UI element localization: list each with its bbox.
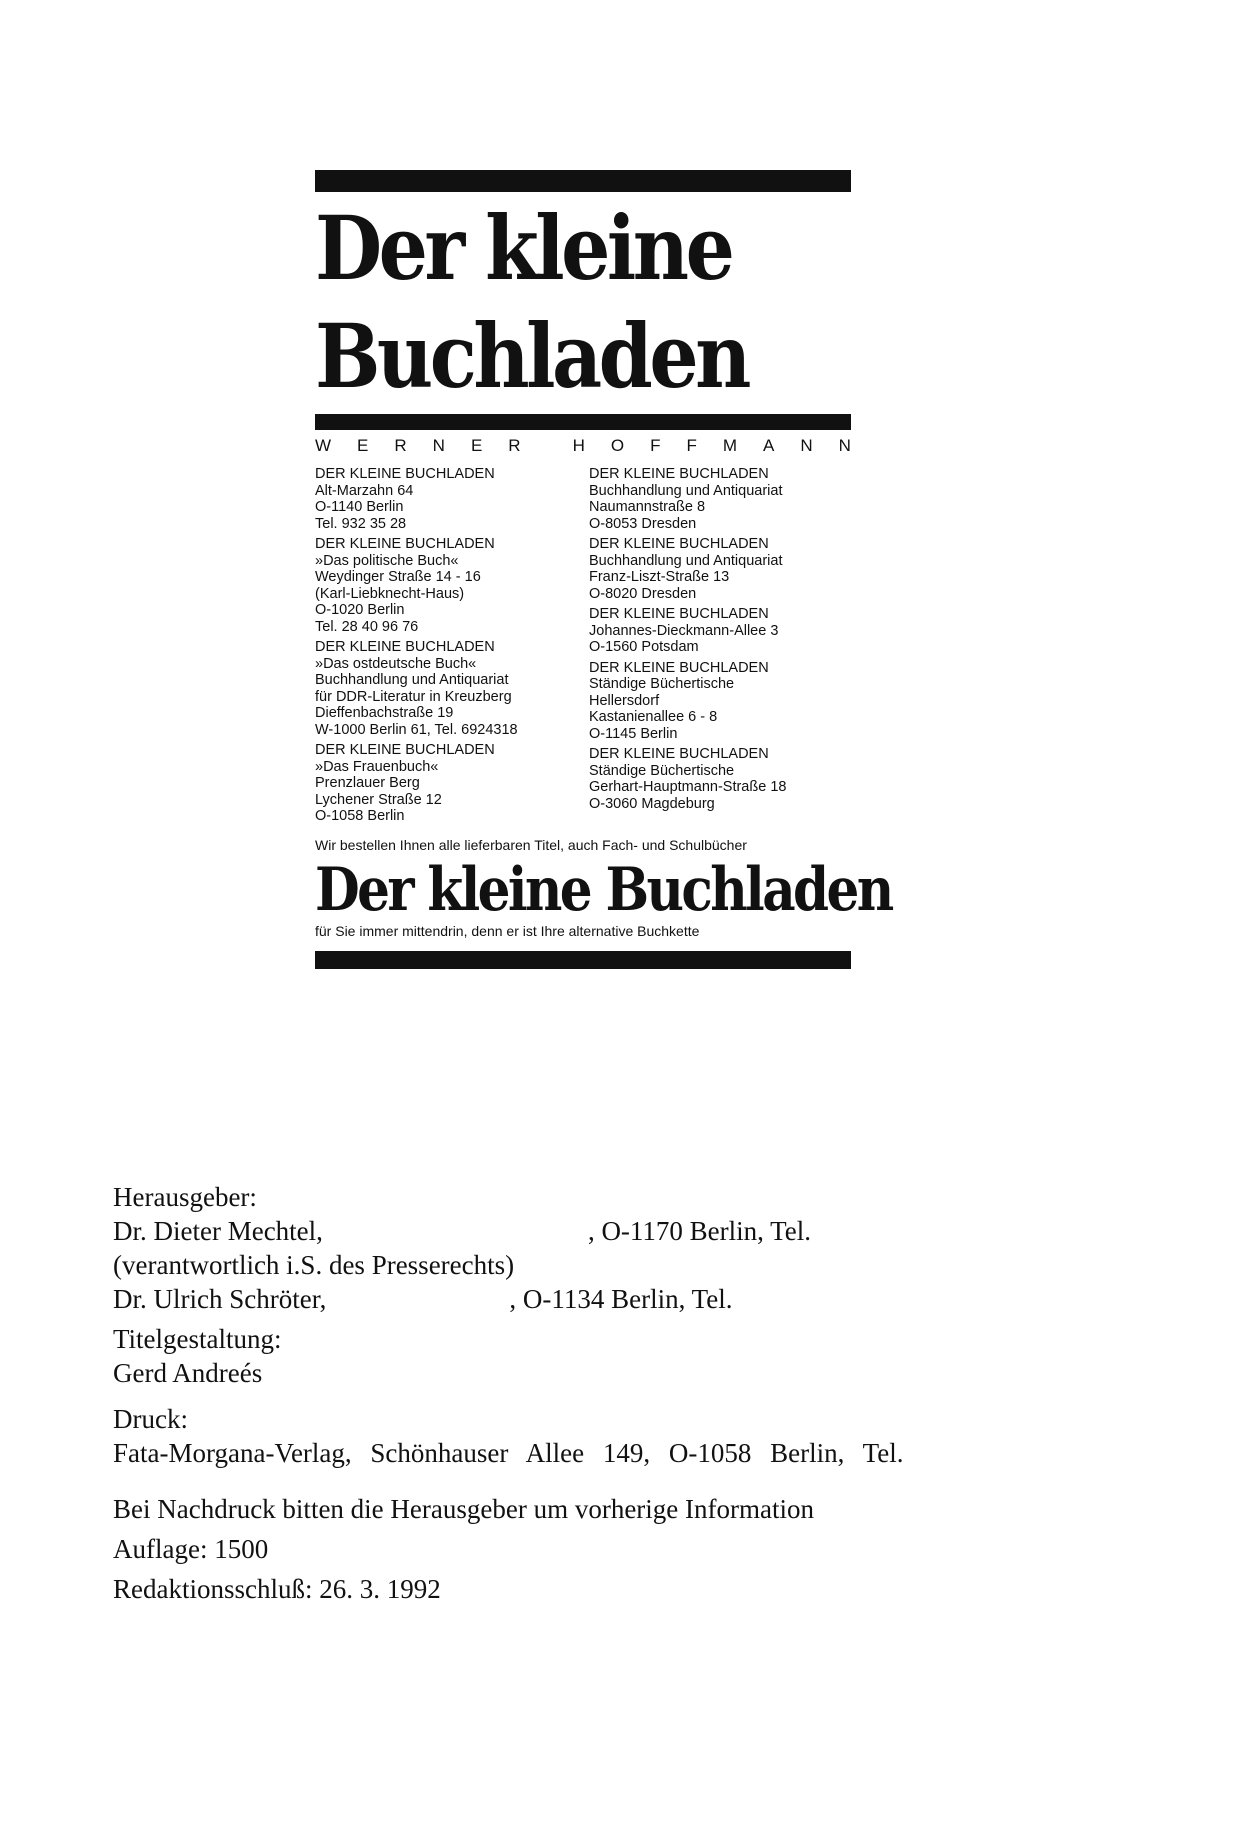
branch-address-line: »Das ostdeutsche Buch«: [315, 655, 477, 672]
branch-name: DER KLEINE BUCHLADEN: [589, 746, 769, 762]
branch-name: DER KLEINE BUCHLADEN: [589, 466, 769, 482]
branch-name: DER KLEINE BUCHLADEN: [589, 536, 769, 552]
branch-address-line: O-3060 Magdeburg: [589, 795, 715, 812]
owner-letter: W: [315, 436, 332, 455]
bookshop-advertisement: [315, 170, 892, 969]
branch-address-line: Lychener Straße 12: [315, 791, 442, 808]
branch-address-line: Gerhart-Hauptmann-Straße 18: [589, 779, 787, 795]
branch-address-line: O-1020 Berlin: [315, 602, 405, 618]
owner-letter: R: [394, 436, 407, 455]
branch-address-line: Ständige Büchertische: [589, 762, 735, 779]
owner-letter: E: [357, 436, 369, 455]
branch-columns: [315, 466, 851, 829]
branch-entry: [589, 660, 851, 743]
edition: Auflage: 1500: [113, 1534, 269, 1564]
branch-address-line: Buchhandlung und Antiquariat: [589, 552, 783, 569]
branch-address-line: Ständige Büchertische: [589, 676, 735, 692]
publisher2-line: [113, 1282, 1113, 1316]
branch-address-line: (Karl-Liebknecht-Haus): [315, 585, 465, 602]
branch-address-line: »Das Frauenbuch«: [315, 758, 439, 775]
branch-entry: [315, 639, 580, 738]
cover-heading: Titelgestaltung:: [113, 1324, 282, 1354]
top-rule: [315, 170, 851, 192]
branch-address-line: Tel. 28 40 96 76: [315, 618, 419, 635]
branch-name: DER KLEINE BUCHLADEN: [315, 742, 495, 758]
branch-address-line: O-1560 Potsdam: [589, 639, 699, 655]
publisher1-line: [113, 1214, 1113, 1248]
branch-address-line: O-1145 Berlin: [589, 725, 678, 742]
cover-name: Gerd Andreés: [113, 1358, 263, 1388]
branch-name: DER KLEINE BUCHLADEN: [315, 466, 495, 482]
branch-address-line: W-1000 Berlin 61, Tel. 6924318: [315, 721, 518, 738]
branch-address-line: für DDR-Literatur in Kreuzberg: [315, 688, 512, 705]
branch-name: DER KLEINE BUCHLADEN: [315, 639, 495, 655]
owner-letter: E: [470, 436, 483, 455]
branch-address-line: O-8053 Dresden: [589, 515, 697, 532]
branch-address-line: Alt-Marzahn 64: [315, 482, 414, 499]
branch-entry: [315, 536, 580, 635]
branch-address-line: Buchhandlung und Antiquariat: [315, 672, 509, 688]
publisher-heading: Herausgeber:: [113, 1182, 257, 1212]
owner-letter: O: [610, 436, 625, 455]
owner-letter: N: [432, 436, 445, 455]
bottom-rule: [315, 951, 851, 969]
branch-address-line: Johannes-Dieckmann-Allee 3: [589, 622, 779, 639]
branch-address-line: Franz-Liszt-Straße 13: [589, 569, 730, 585]
branch-entry: [315, 742, 580, 825]
owner-letter: N: [800, 436, 813, 455]
branch-column-left: [315, 466, 580, 829]
imprint-block: [113, 1180, 1113, 1606]
brand-wordmark: Der kleine Buchladen: [315, 854, 892, 925]
branch-entry: [315, 466, 580, 532]
slogan: für Sie immer mittendrin, denn er ist Ihre alternative Buchkette: [315, 922, 700, 939]
branch-address-line: Weydinger Straße 14 - 16: [315, 569, 481, 585]
branch-address-line: O-1140 Berlin: [315, 499, 404, 515]
branch-entry: [589, 746, 851, 812]
owner-letter: N: [838, 436, 851, 455]
headline-line-2: Buchladen: [315, 304, 748, 408]
branch-address-line: Buchhandlung und Antiquariat: [589, 482, 783, 499]
order-service-text: Wir bestellen Ihnen alle lieferbaren Titel, auch Fach- und Schulbücher: [315, 836, 747, 853]
branch-address-line: Kastanienallee 6 - 8: [589, 709, 718, 725]
owner-letter: F: [650, 436, 661, 455]
branch-entry: [589, 606, 851, 656]
print-line: Fata-Morgana-Verlag, Schönhauser Allee 149, O-1058 Berlin, Tel.: [113, 1438, 904, 1468]
branch-address-line: O-8020 Dresden: [589, 585, 697, 602]
branch-name: DER KLEINE BUCHLADEN: [589, 659, 769, 676]
publisher1-note: (verantwortlich i.S. des Presserechts): [113, 1250, 515, 1280]
branch-column-right: [589, 466, 851, 829]
branch-address-line: O-1058 Berlin: [315, 808, 405, 824]
publisher2-name: Dr. Ulrich Schröter,: [113, 1284, 327, 1314]
owner-letter: H: [572, 436, 585, 455]
reprint-note: Bei Nachdruck bitten die Herausgeber um vorherige Information: [113, 1494, 814, 1524]
branch-address-line: Tel. 932 35 28: [315, 515, 407, 532]
branch-address-line: Hellersdorf: [589, 692, 660, 709]
owner-letter: A: [763, 436, 775, 455]
branch-entry: [589, 466, 851, 532]
branch-address-line: »Das politische Buch«: [315, 552, 459, 569]
owner-letter: F: [686, 436, 697, 455]
branch-name: DER KLEINE BUCHLADEN: [315, 536, 495, 552]
print-heading: Druck:: [113, 1404, 188, 1434]
branch-address-line: Prenzlauer Berg: [315, 775, 420, 791]
owner-name-spaced: [315, 436, 851, 456]
publisher1-address: , O-1170 Berlin, Tel.: [587, 1216, 812, 1246]
headline-line-1: Der kleine: [315, 196, 732, 300]
publisher2-address: , O-1134 Berlin, Tel.: [509, 1284, 733, 1314]
owner-letter: R: [508, 436, 521, 455]
branch-entry: [589, 536, 851, 602]
branch-name: DER KLEINE BUCHLADEN: [589, 606, 769, 622]
middle-rule: [315, 414, 851, 430]
branch-address-line: Dieffenbachstraße 19: [315, 705, 454, 721]
branch-address-line: Naumannstraße 8: [589, 499, 706, 515]
owner-letter: M: [722, 436, 738, 455]
editorial-deadline: Redaktionsschluß: 26. 3. 1992: [113, 1574, 441, 1604]
publisher1-name: Dr. Dieter Mechtel,: [113, 1216, 323, 1246]
